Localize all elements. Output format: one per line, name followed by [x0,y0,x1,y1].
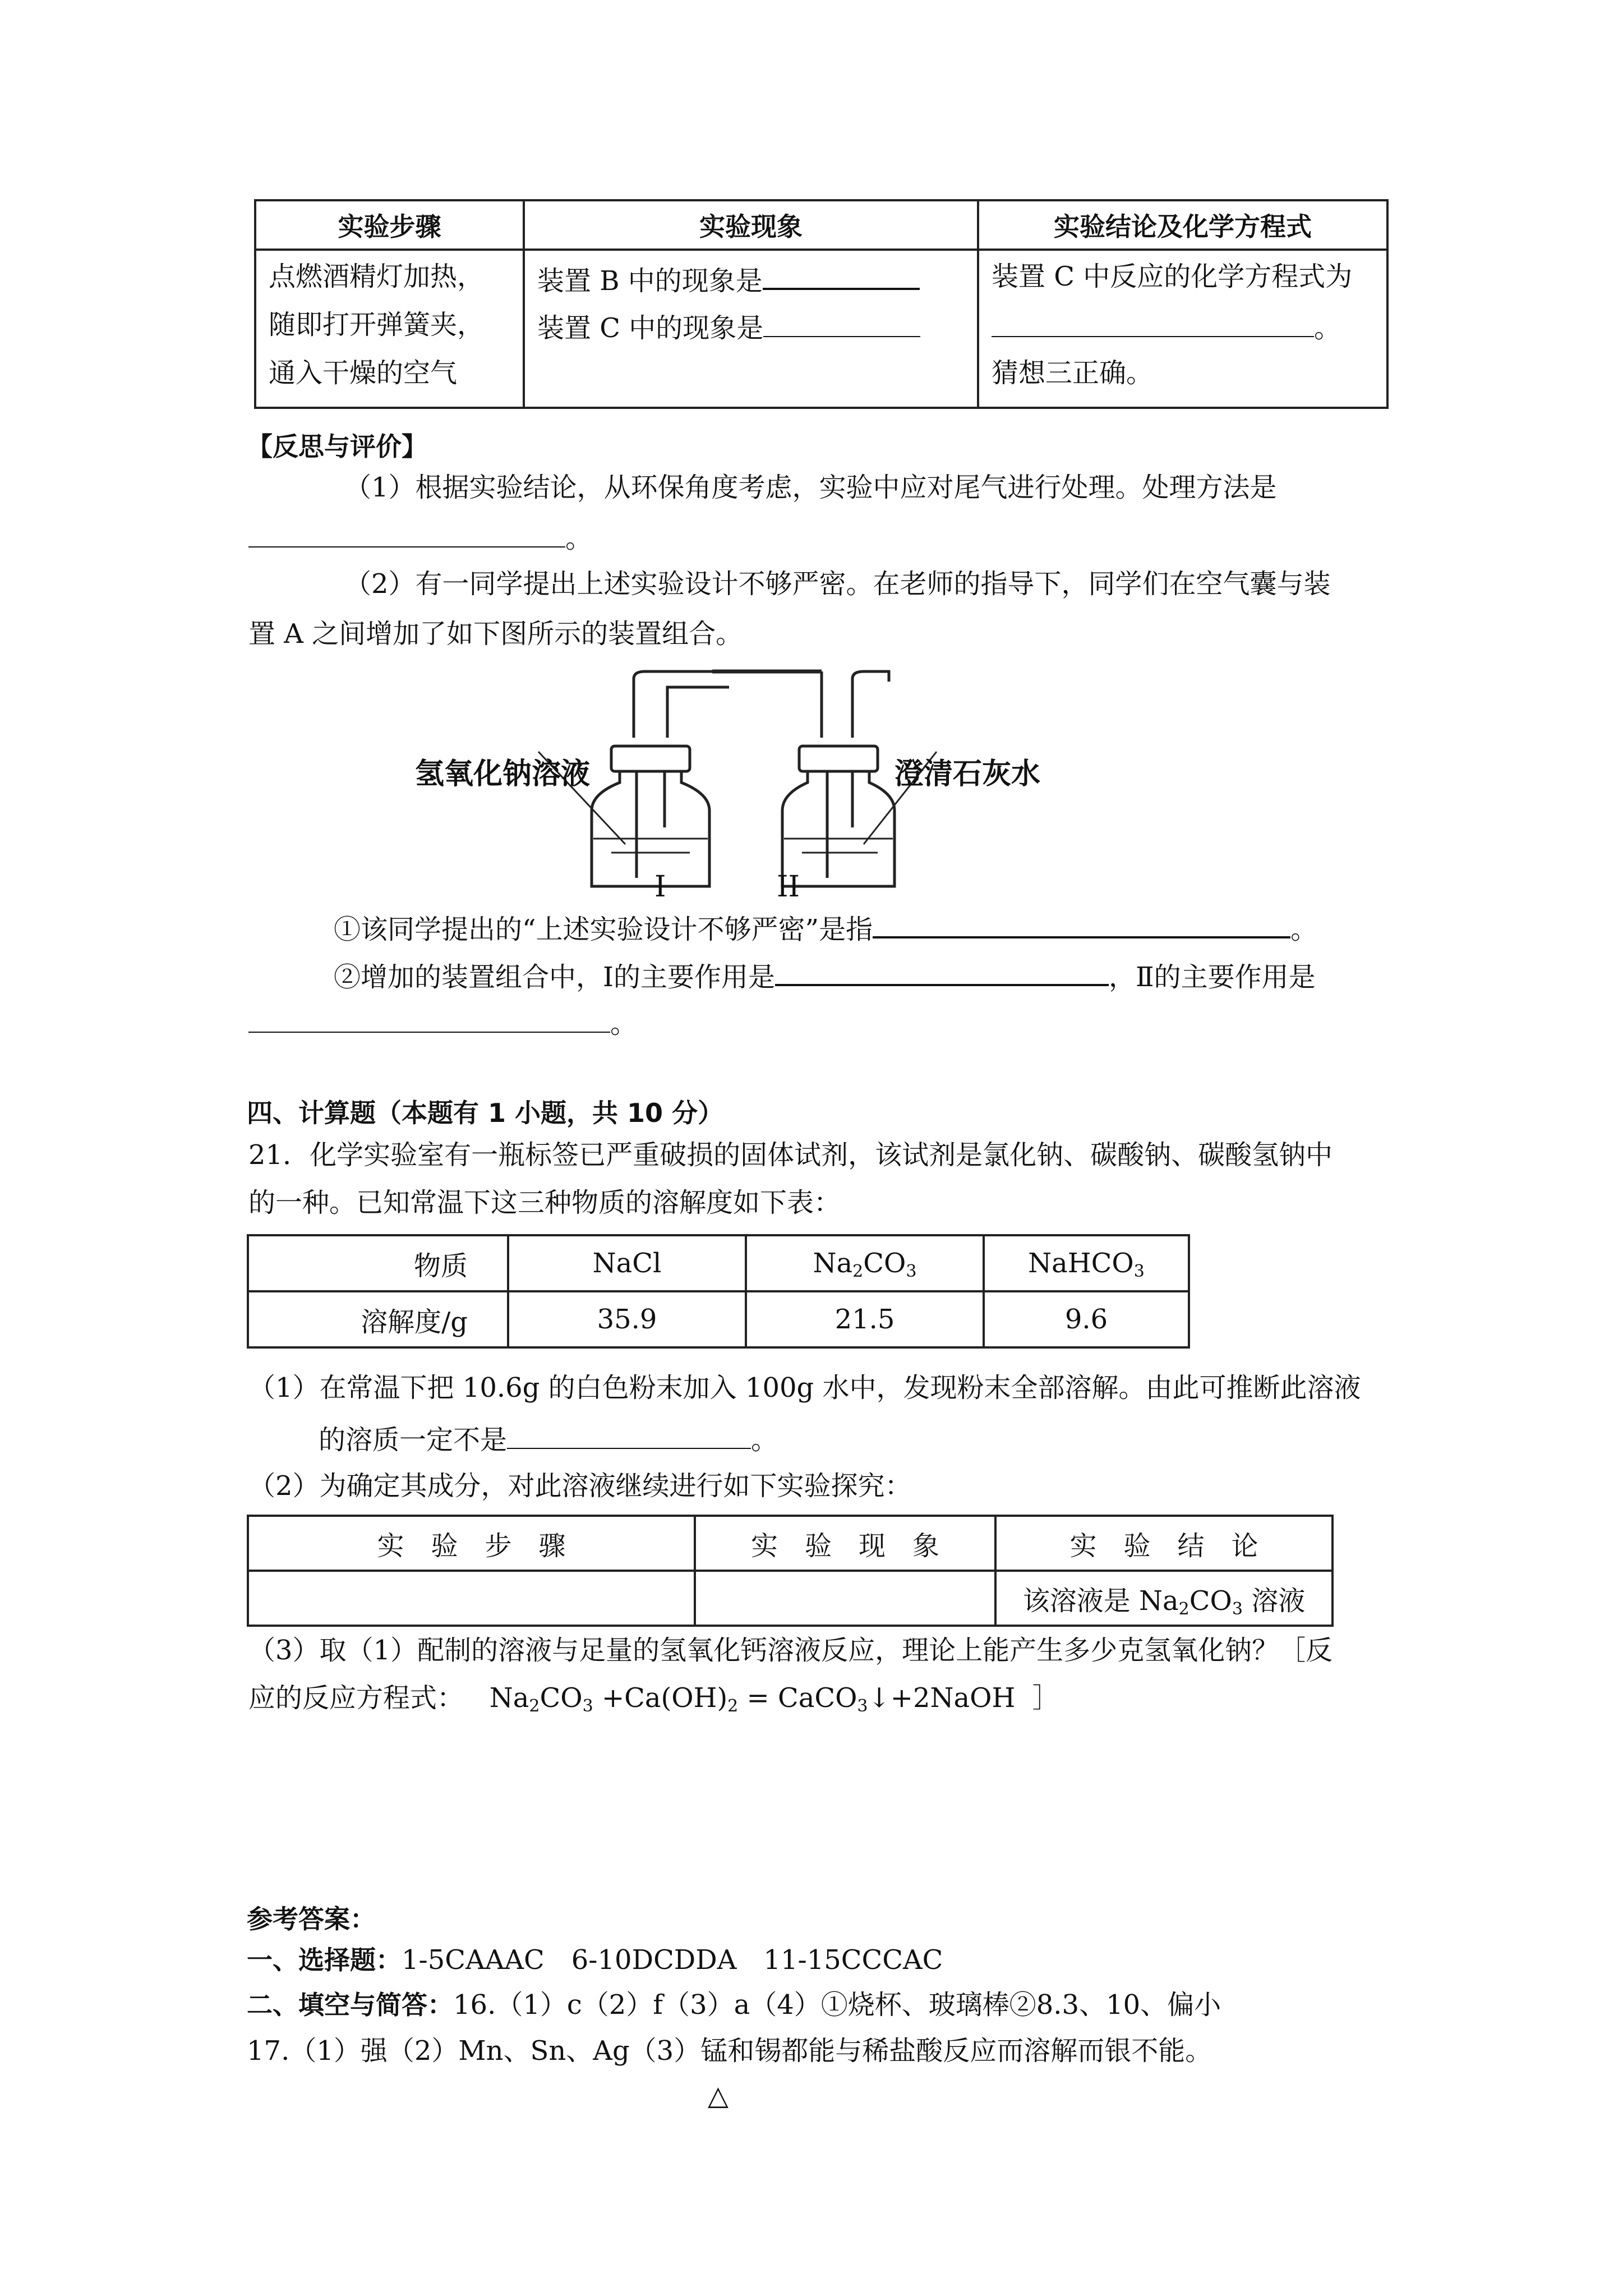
table1-conclusion-cell: 装置 C 中反应的化学方程式为 。 猜想三正确。 [978,250,1387,408]
section4-title: 四、计算题（本题有 1 小题，共 10 分） [247,1098,724,1128]
reflection-q1: （1）根据实验结论，从环保角度考虑，实验中应对尾气进行处理。处理方法是 [344,472,1277,503]
exp2-phenomenon-cell[interactable] [695,1571,995,1626]
answer-blank[interactable] [992,311,1314,337]
reaction-equation: $Na_2CO_3 +Ca(OH)_2$ = CaCO$_3$↓+2NaOH ］ [489,1682,1059,1716]
answer-blank[interactable] [873,912,1290,938]
reflection-sub1: ①该同学提出的“上述实验设计不够严密”是指 。 [334,912,1317,943]
sol-header-nahco3: NaHCO$_3$ [984,1235,1189,1291]
experiment-table-2 [247,1515,1334,1627]
reflection-sub2-cont: 。 [248,1007,637,1037]
tube-left-inlet [634,671,712,738]
table1-phenomenon-cell: 装置 B 中的现象是 装置 C 中的现象是 [524,250,978,408]
exp2-header-phenomenon: 实 验 现 象 [695,1516,995,1571]
sol-value-nacl: 35.9 [508,1291,746,1347]
sol-row-label: 溶解度/g [248,1291,508,1347]
sol-header-nacl: NaCl [508,1235,746,1291]
reflection-heading: 【反思与评价】 [247,431,427,462]
answers-line1: 一、选择题：1-5CAAAC 6-10DCDDA 11-15CCCAC [247,1944,943,1976]
q21-part3-line1: （3）取（1）配制的溶液与足量的氢氧化钙溶液反应，理论上能产生多少克氢氧化钠？［反 [248,1635,1333,1666]
table1-header-conclusion: 实验结论及化学方程式 [978,200,1387,250]
q21-part2: （2）为确定其成分，对此溶液继续进行如下实验探究： [248,1470,912,1502]
bottle-1-stopper [611,746,690,771]
exp2-step-cell[interactable] [248,1571,695,1626]
answer-blank[interactable] [248,1007,610,1033]
exp2-header-conclusion: 实 验 结 论 [995,1516,1332,1571]
bottle-1-body [592,771,709,886]
table1-header-phenomenon: 实验现象 [524,200,978,250]
answers-line3: 17.（1）强（2）Mn、Sn、Ag（3）锰和锡都能与稀盐酸反应而溶解而银不能。 [247,2035,1212,2067]
bottle-2-stopper [799,746,878,771]
q21-line2: 的一种。已知常温下这三种物质的溶解度如下表： [248,1187,841,1218]
sol-header-substance: 物质 [248,1235,508,1291]
limewater-label: 澄清石灰水 [895,757,1041,791]
triangle-symbol: △ [708,2080,728,2111]
sol-value-nahco3: 9.6 [984,1291,1189,1347]
q21-part1-line2: 的溶质一定不是 。 [319,1424,778,1456]
q21-part3-line2: 应的反应方程式： $Na_2CO_3 +Ca(OH)_2$ = CaCO$_3$↓+2NaOH ］ [248,1682,1059,1716]
bottle-2-body [782,771,895,886]
bottle-1-label: I [654,870,666,904]
reflection-q2-line2: 置 A 之间增加了如下图所示的装置组合。 [248,618,743,650]
reflection-q2-line1: （2）有一同学提出上述实验设计不够严密。在老师的指导下，同学们在空气囊与装 [344,568,1331,600]
reflection-sub2: ②增加的装置组合中，Ⅰ的主要作用是 ，Ⅱ的主要作用是 [334,959,1316,991]
answers-heading: 参考答案： [247,1904,376,1934]
reflection-q1-answer-line: 。 [248,522,592,552]
naoh-solution-label: 氢氧化钠溶液 [415,757,591,791]
sol-value-na2co3: 21.5 [746,1291,984,1347]
answers-line2: 二、填空与简答：16.（1）c（2）f（3）a（4）①烧杯、玻璃棒②8.3、10、偏小 [247,1989,1221,2021]
q21-line1: 21．化学实验室有一瓶标签已严重破损的固体试剂，该试剂是氯化钠、碳酸钠、碳酸氢钠中 [248,1139,1333,1171]
apparatus-diagram [370,659,1060,895]
sol-header-na2co3: $Na_2CO_3$ [746,1235,984,1291]
answer-blank[interactable] [775,959,1109,986]
answer-blank[interactable] [763,263,920,290]
solubility-table [247,1234,1190,1349]
table1-header-step: 实验步骤 [255,200,524,250]
answer-blank[interactable] [507,1423,751,1449]
answer-blank[interactable] [763,311,920,337]
exp2-conclusion-cell: 该溶液是 $Na_2CO_3$ 溶液 [995,1571,1332,1626]
experiment-table-1 [254,199,1389,409]
table1-step-cell: 点燃酒精灯加热， 随即打开弹簧夹， 通入干燥的空气 [255,250,524,408]
q21-part1-line1: （1）在常温下把 10.6g 的白色粉末加入 100g 水中，发现粉末全部溶解。由此可推断此溶液 [248,1372,1361,1404]
bottle-2-label: II [777,870,800,904]
exp2-header-step: 实 验 步 骤 [248,1516,695,1571]
answer-blank[interactable] [248,522,565,547]
